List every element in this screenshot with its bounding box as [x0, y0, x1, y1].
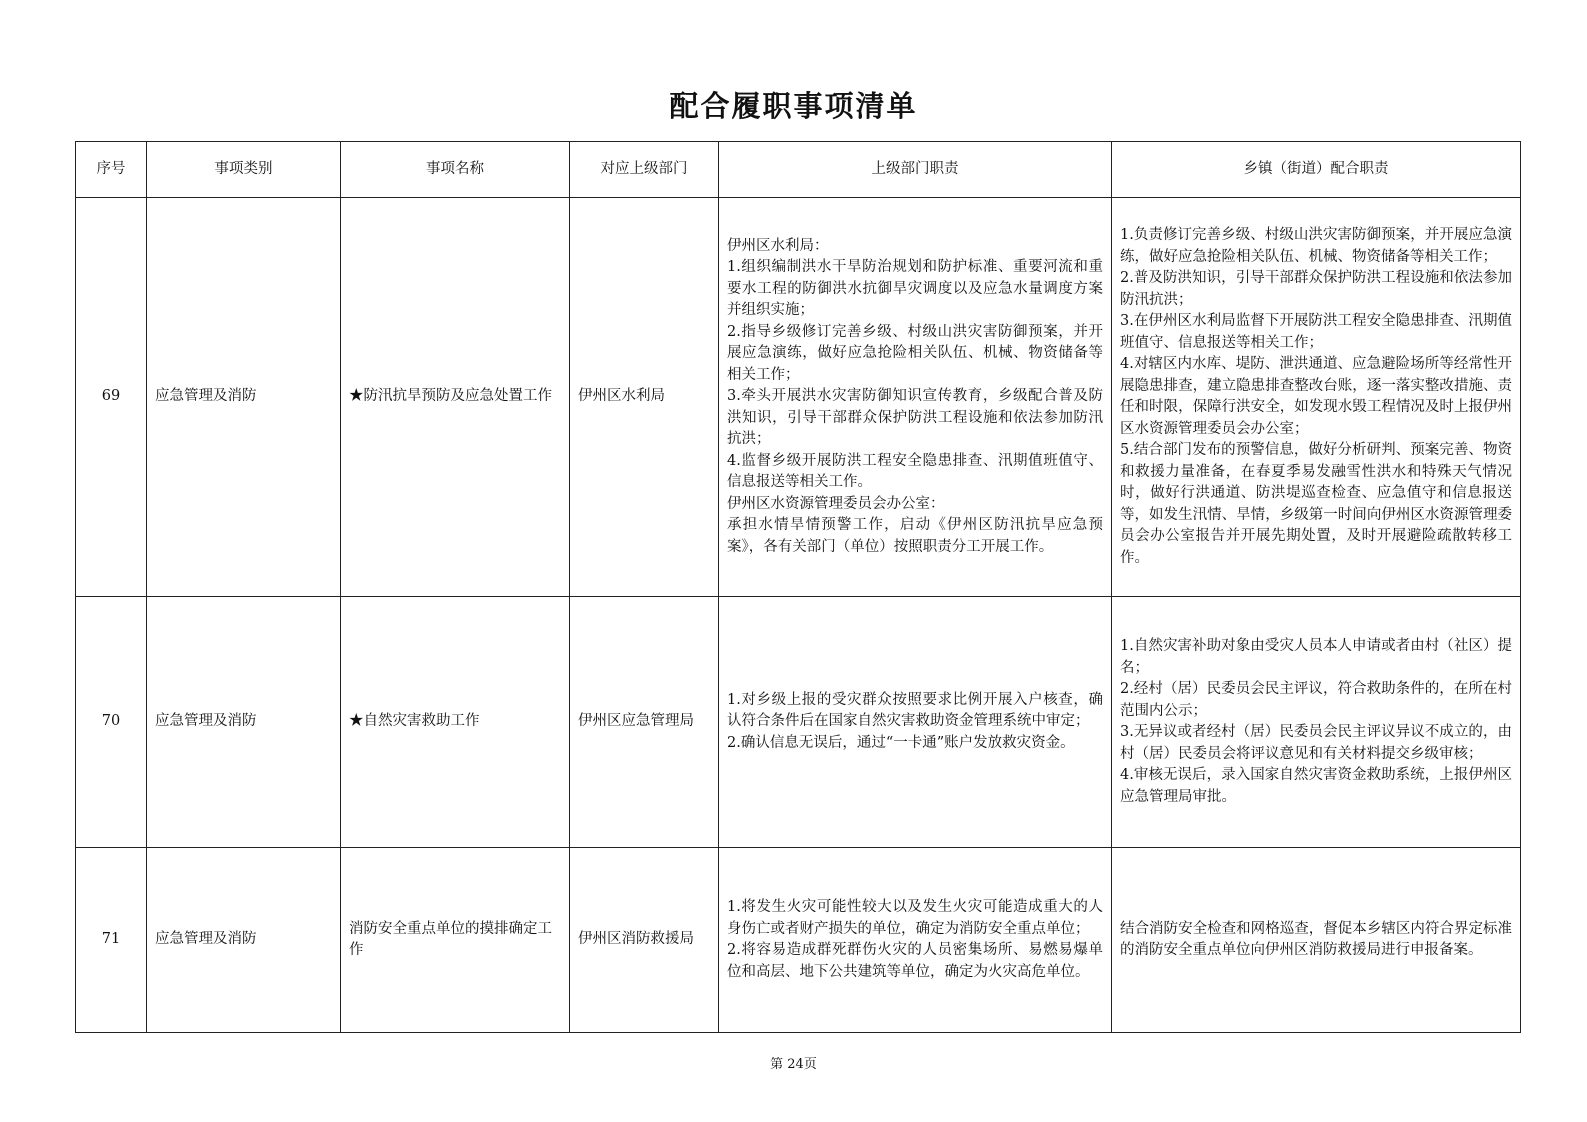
item-category-cell: 应急管理及消防	[147, 597, 341, 848]
item-name-cell: 消防安全重点单位的摸排确定工作	[341, 848, 570, 1033]
serial-number-cell: 69	[76, 198, 147, 597]
duty-list-table	[75, 141, 1521, 1033]
table-row	[76, 198, 1521, 597]
town-duty-cell: 1.自然灾害补助对象由受灾人员本人申请或者由村（社区）提名； 2.经村（居）民委员会民主评议，符合救助条件的，在所在村范围内公示； 3.无异议或者经村（居）民委员会民主评议异议不成立的，由村（居）民委员会将评议意见和有关材料提交乡级审核； 4.审核无误后，录入国家自然灾害资金救助系统，上报伊州区应急管理局审批。	[1112, 597, 1521, 848]
serial-number-cell: 71	[76, 848, 147, 1033]
table-row	[76, 848, 1521, 1033]
town-duty-cell: 1.负责修订完善乡级、村级山洪灾害防御预案，并开展应急演练，做好应急抢险相关队伍、机械、物资储备等相关工作； 2.普及防洪知识，引导干部群众保护防洪工程设施和依法参加防汛抗洪； 3.在伊州区水利局监督下开展防洪工程安全隐患排查、汛期值班值守、信息报送等相关工作； 4.对辖区内水库、堤防、泄洪通道、应急避险场所等经常性开展隐患排查，建立隐患排查整改台账，逐一落实整改措施、责任和时限，保障行洪安全，如发现水毁工程情况及时上报伊州区水资源管理委员会办公室； 5.结合部门发布的预警信息，做好分析研判、预案完善、物资和救援力量准备，在春夏季易发融雪性洪水和特殊天气情况时，做好行洪通道、防洪堤巡查检查、应急值守和信息报送等，如发生汛情、旱情，乡级第一时间向伊州区水资源管理委员会办公室报告并开展先期处置，及时开展避险疏散转移工作。	[1112, 198, 1521, 597]
header-serial-number: 序号	[76, 142, 147, 198]
upper-department-cell: 伊州区消防救援局	[570, 848, 719, 1033]
upper-department-cell: 伊州区水利局	[570, 198, 719, 597]
town-duty-cell: 结合消防安全检查和网格巡查，督促本乡辖区内符合界定标准的消防安全重点单位向伊州区消防救援局进行申报备案。	[1112, 848, 1521, 1033]
upper-duty-cell: 伊州区水利局： 1.组织编制洪水干旱防治规划和防护标准、重要河流和重要水工程的防御洪水抗御旱灾调度以及应急水量调度方案并组织实施； 2.指导乡级修订完善乡级、村级山洪灾害防御预案，并开展应急演练，做好应急抢险相关队伍、机械、物资储备等相关工作； 3.牵头开展洪水灾害防御知识宣传教育，乡级配合普及防洪知识，引导干部群众保护防洪工程设施和依法参加防汛抗洪； 4.监督乡级开展防洪工程安全隐患排查、汛期值班值守、信息报送等相关工作。 伊州区水资源管理委员会办公室： 承担水情旱情预警工作，启动《伊州区防汛抗旱应急预案》，各有关部门（单位）按照职责分工开展工作。	[719, 198, 1112, 597]
item-name-cell: ★防汛抗旱预防及应急处置工作	[341, 198, 570, 597]
header-item-name: 事项名称	[341, 142, 570, 198]
upper-duty-cell: 1.将发生火灾可能性较大以及发生火灾可能造成重大的人身伤亡或者财产损失的单位，确定为消防安全重点单位； 2.将容易造成群死群伤火灾的人员密集场所、易燃易爆单位和高层、地下公共建筑等单位，确定为火灾高危单位。	[719, 848, 1112, 1033]
upper-department-cell: 伊州区应急管理局	[570, 597, 719, 848]
table-row	[76, 597, 1521, 848]
header-item-category: 事项类别	[147, 142, 341, 198]
table-header-row	[76, 142, 1521, 198]
item-category-cell: 应急管理及消防	[147, 198, 341, 597]
item-category-cell: 应急管理及消防	[147, 848, 341, 1033]
page-title: 配合履职事项清单	[669, 89, 918, 123]
page-number: 第 24页	[770, 1057, 817, 1072]
header-town-duty: 乡镇（街道）配合职责	[1112, 142, 1521, 198]
upper-duty-cell: 1.对乡级上报的受灾群众按照要求比例开展入户核查，确认符合条件后在国家自然灾害救助资金管理系统中审定； 2.确认信息无误后，通过“一卡通”账户发放救灾资金。	[719, 597, 1112, 848]
header-upper-duty: 上级部门职责	[719, 142, 1112, 198]
header-upper-department: 对应上级部门	[570, 142, 719, 198]
serial-number-cell: 70	[76, 597, 147, 848]
item-name-cell: ★自然灾害救助工作	[341, 597, 570, 848]
